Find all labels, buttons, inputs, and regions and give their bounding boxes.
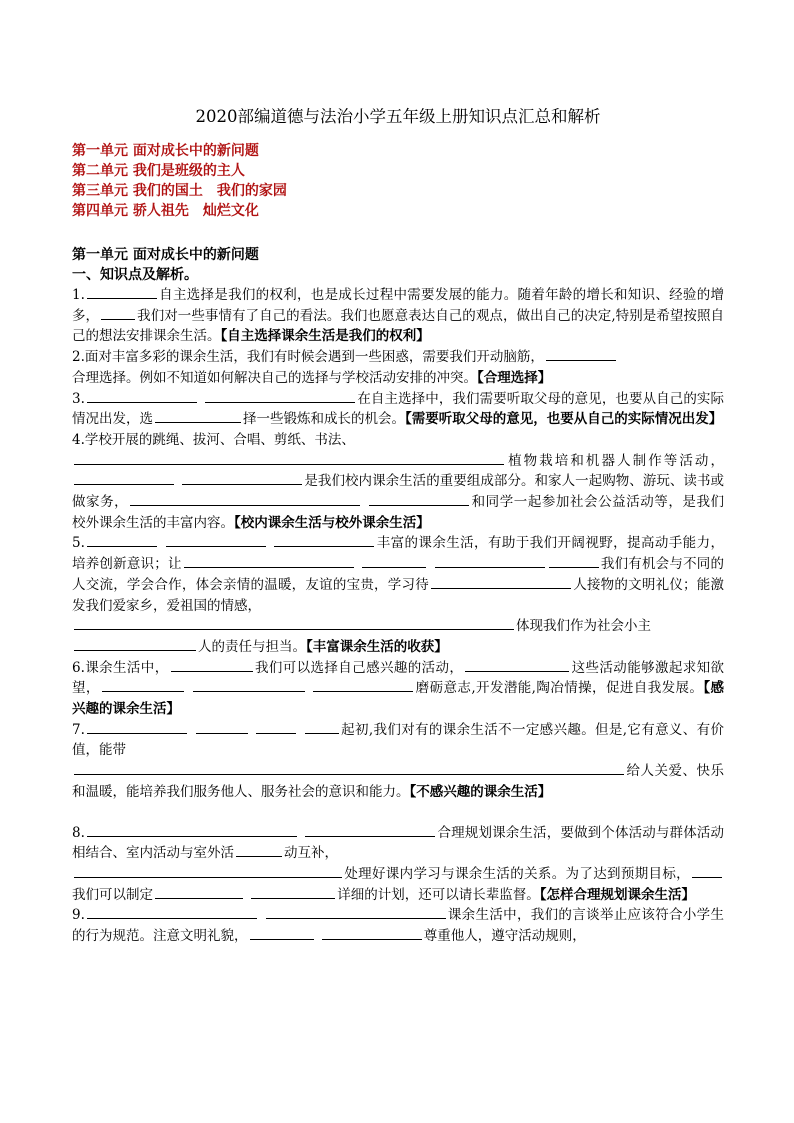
blank [130, 492, 360, 506]
item-number: 1. [72, 287, 85, 303]
blank [74, 616, 514, 630]
blank [87, 823, 297, 837]
unit-heading: 第一单元 面对成长中的新问题 [72, 247, 259, 263]
blank [155, 885, 243, 899]
blank [182, 471, 302, 485]
blank [193, 678, 305, 692]
key-point: 【合理选择】 [477, 369, 552, 386]
table-of-contents [72, 141, 724, 221]
blank [74, 471, 174, 485]
blank [305, 720, 339, 734]
blank [102, 678, 184, 692]
spacer [72, 803, 724, 823]
blank [266, 905, 446, 919]
blank [74, 637, 196, 651]
blank [74, 864, 342, 878]
point-2: 2.面对丰富多彩的课余生活，我们有时候会遇到一些困惑，需要我们开动脑筋， 合理选择。例如不知道如何解决自己的选择与学校活动安排的冲突。【合理选择】 [72, 347, 724, 388]
blank [184, 554, 354, 568]
key-point: 【感兴趣的课余生活】 [72, 680, 725, 718]
blank [166, 533, 266, 547]
blank [313, 678, 413, 692]
point-4: 4.学校开展的跳绳、拔河、合唱、剪纸、书法、 植物栽培和机器人制作等活动， 是我们校内课余生活的重要组成部分。和家人一起购物、游玩、读书或做家务， 和同学一起参加社会公益活动等，是我们校外课余生活的丰富内容。【校内课余生活与校外课余生活】 [72, 431, 725, 531]
blank [274, 533, 374, 547]
blank [362, 554, 426, 568]
blank [74, 761, 624, 775]
item-number: 9. [72, 907, 85, 924]
document-page [72, 103, 724, 947]
blank [322, 926, 422, 940]
blank [692, 864, 722, 878]
item-number: 8. [72, 824, 85, 841]
key-point: 【丰富课余生活的收获】 [306, 638, 448, 655]
blank [101, 306, 135, 320]
blank [305, 823, 435, 837]
key-point: 【不感兴趣的课余生活】 [409, 783, 552, 800]
key-point: 【需要听取父母的意见，也要从自己的实际情况出发】 [405, 411, 723, 428]
item-number: 7. [72, 721, 85, 738]
key-point: 【自主选择课余生活是我们的权利】 [220, 328, 430, 345]
point-6: 6.课余生活中， 我们可以选择自己感兴趣的活动， 这些活动能够激起求知欲望， 磨砺意志,开发潜能,陶冶情操，促进自我发展。【感兴趣的课余生活】 [72, 659, 725, 718]
blank [87, 720, 187, 734]
key-point: 【怎样合理规划课余生活】 [539, 886, 696, 903]
toc-item[interactable]: 第三单元 我们的国土 我们的家园 [72, 183, 287, 199]
item-number: 3. [72, 390, 85, 407]
item-number: 5. [72, 535, 85, 552]
blank [549, 554, 599, 568]
blank [250, 926, 314, 940]
blank [196, 720, 248, 734]
point-1: 1. 自主选择是我们的权利，也是成长过程中需要发展的能力。随着年龄的增长和知识、经验的增多， 我们对一些事情有了自己的看法。我们也愿意表达自己的观点，做出自己的决定,特别是希望按照自己的想法安排课余生活。【自主选择课余生活是我们的权利】 [72, 287, 725, 345]
key-point: 【校内课余生活与校外课余生活】 [234, 514, 430, 531]
point-8: 8. 合理规划课余生活，要做到个体活动与群体活动相结合、室内活动与室外活 动互补， 处理好课内学习与课余生活的关系。为了达到预期目标，我们可以制定 详细的计划，还可以请长辈监督。【怎样合理规划课余生活】 [72, 824, 725, 903]
knowledge-points [72, 285, 724, 947]
point-9: 9. 课余生活中，我们的言谈举止应该符合小学生的行为规范。注意文明礼貌， 尊重他人，遵守活动规则， [72, 907, 725, 945]
blank [435, 554, 545, 568]
blank [205, 389, 355, 403]
blank [171, 658, 253, 672]
toc-item[interactable]: 第四单元 骄人祖先 灿烂文化 [72, 203, 259, 219]
point-7: 7. 起初,我们对有的课余生活不一定感兴趣。但是,它有意义、有价值，能带 给人关爱、快乐和温暖，能培养我们服务他人、服务社会的意识和能力。【不感兴趣的课余生活】 [72, 721, 724, 800]
blank [74, 451, 504, 465]
section-heading: 一、知识点及解析。 [72, 267, 198, 283]
blank [236, 843, 282, 857]
blank [256, 720, 296, 734]
blank [87, 285, 157, 299]
blank [546, 347, 616, 361]
blank [369, 492, 469, 506]
blank [87, 389, 197, 403]
blank [465, 658, 569, 672]
blank [87, 533, 157, 547]
toc-item[interactable]: 第一单元 面对成长中的新问题 [72, 143, 259, 159]
point-5: 5. 丰富的课余生活，有助于我们开阔视野，提高动手能力，培养创新意识；让 我们有机会与不同的人交流，学会合作，体会亲情的温暖，友谊的宝贵，学习待 人接物的文明礼仪；能激发我们爱家乡，爱祖国的情感， 体现我们作为社会小主 人的责任与担当。【丰富课余生活的收获】 [72, 535, 725, 655]
blank [155, 409, 241, 423]
blank [431, 575, 571, 589]
toc-item[interactable]: 第二单元 我们是班级的主人 [72, 163, 245, 179]
blank [251, 885, 335, 899]
point-3: 3. 在自主选择中，我们需要听取父母的意见，也要从自己的实际情况出发，选 择一些锻炼和成长的机会。【需要听取父母的意见，也要从自己的实际情况出发】 [72, 390, 724, 428]
document-title: 2020部编道德与法治小学五年级上册知识点汇总和解析 [195, 107, 601, 126]
blank [87, 905, 257, 919]
